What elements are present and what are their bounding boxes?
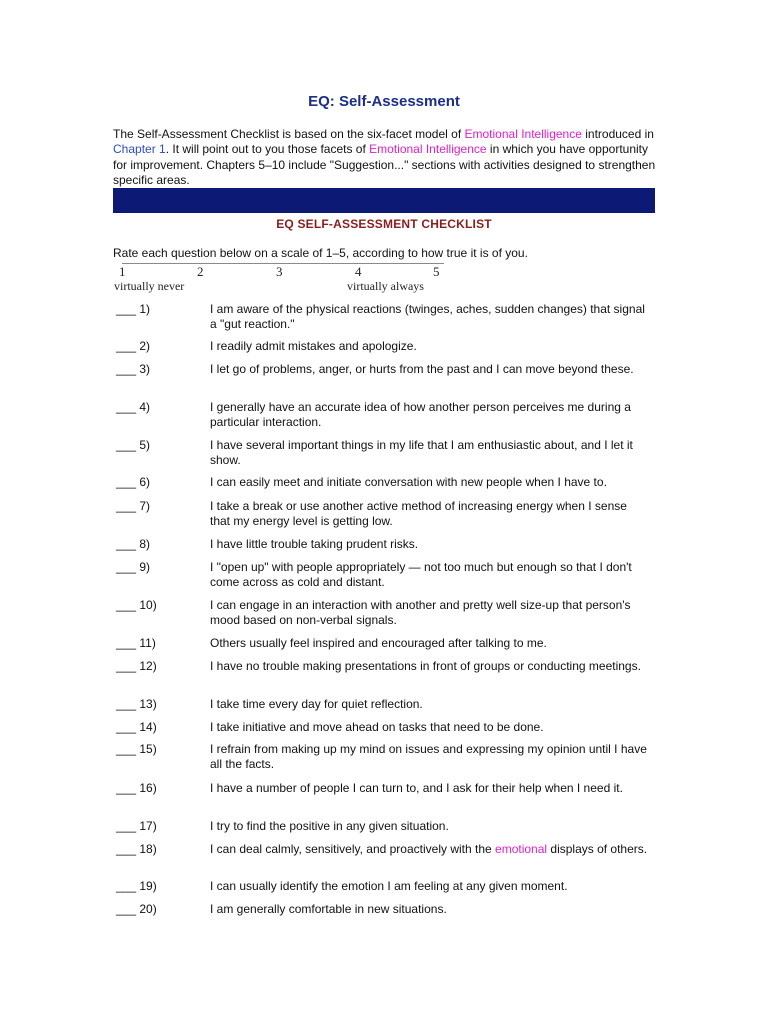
answer-blank[interactable]: ___ 9) bbox=[116, 560, 151, 574]
answer-blank[interactable]: ___ 4) bbox=[116, 400, 151, 414]
question-text bbox=[210, 659, 650, 674]
question-text bbox=[210, 339, 650, 354]
question-text bbox=[210, 842, 650, 857]
question-text-main: I can deal calmly, sensitively, and proactively with the bbox=[210, 842, 496, 856]
question-text bbox=[210, 438, 650, 468]
question-text bbox=[210, 636, 650, 651]
scale-number-4: 4 bbox=[355, 264, 362, 279]
answer-blank[interactable]: ___ 17) bbox=[116, 819, 157, 833]
question-text bbox=[210, 781, 650, 796]
header-banner bbox=[113, 188, 655, 213]
question-text-main: I have several important things in my life that I am enthusiastic about, and I let it show. bbox=[210, 438, 633, 468]
question-text-main: I let go of problems, anger, or hurts from the past and I can move beyond these. bbox=[210, 362, 634, 376]
intro-text-2: introduced in bbox=[581, 127, 654, 141]
answer-blank[interactable]: ___ 20) bbox=[116, 902, 157, 916]
intro-paragraph bbox=[113, 127, 658, 188]
scale-number-1: 1 bbox=[119, 264, 126, 279]
intro-text-3: . It will point out to you those facets of bbox=[165, 142, 370, 157]
emotional-intelligence-link-2[interactable]: Emotional Intelligence bbox=[369, 142, 487, 157]
answer-blank[interactable]: ___ 19) bbox=[116, 879, 157, 893]
checklist-heading: EQ SELF-ASSESSMENT CHECKLIST bbox=[276, 217, 492, 231]
question-text-main: I take initiative and move ahead on tasks that need to be done. bbox=[210, 720, 544, 734]
question-text bbox=[210, 362, 650, 377]
answer-blank[interactable]: ___ 2) bbox=[116, 339, 151, 353]
answer-blank[interactable]: ___ 12) bbox=[116, 659, 157, 673]
answer-blank[interactable]: ___ 5) bbox=[116, 438, 151, 452]
scale-number-2: 2 bbox=[197, 264, 204, 279]
question-text-main: Others usually feel inspired and encouraged after talking to me. bbox=[210, 636, 547, 650]
question-text-end: displays of others. bbox=[547, 842, 648, 856]
scale-high-label: virtually always bbox=[347, 279, 424, 293]
answer-blank[interactable]: ___ 15) bbox=[116, 742, 157, 756]
question-text bbox=[210, 560, 650, 590]
answer-blank[interactable]: ___ 6) bbox=[116, 475, 151, 489]
scale-low-label: virtually never bbox=[114, 279, 185, 293]
question-text-main: I try to find the positive in any given situation. bbox=[210, 819, 449, 833]
answer-blank[interactable]: ___ 1) bbox=[116, 302, 151, 316]
answer-blank[interactable]: ___ 18) bbox=[116, 842, 157, 856]
question-text bbox=[210, 475, 650, 490]
question-text-main: I generally have an accurate idea of how another person perceives me during a particular interaction. bbox=[210, 400, 631, 430]
question-text bbox=[210, 537, 650, 552]
question-text bbox=[210, 302, 650, 332]
answer-blank[interactable]: ___ 14) bbox=[116, 720, 157, 734]
intro-text-4: in which you have opportunity for improvement. Chapters 5–10 include "Suggestion..." sections with activities designed to strengthen specific areas. bbox=[113, 142, 656, 187]
answer-blank[interactable]: ___ 3) bbox=[116, 362, 151, 376]
question-text-main: I take a break or use another active method of increasing energy when I sense that my energy level is getting low. bbox=[210, 499, 627, 529]
question-text-main: I can usually identify the emotion I am feeling at any given moment. bbox=[210, 879, 568, 893]
question-text bbox=[210, 598, 650, 628]
question-text bbox=[210, 400, 650, 430]
scale-number-3: 3 bbox=[276, 264, 283, 279]
question-text-main: I readily admit mistakes and apologize. bbox=[210, 339, 417, 353]
question-text-main: I have a number of people I can turn to, and I ask for their help when I need it. bbox=[210, 781, 623, 795]
scale-number-5: 5 bbox=[433, 264, 440, 279]
answer-blank[interactable]: ___ 13) bbox=[116, 697, 157, 711]
question-text bbox=[210, 879, 650, 894]
answer-blank[interactable]: ___ 16) bbox=[116, 781, 157, 795]
question-text-main: I "open up" with people appropriately — not too much but enough so that I don't come across as cold and distant. bbox=[210, 560, 632, 590]
answer-blank[interactable]: ___ 8) bbox=[116, 537, 151, 551]
page-title: EQ: Self-Assessment bbox=[308, 93, 460, 110]
question-text bbox=[210, 499, 650, 529]
question-text bbox=[210, 742, 650, 772]
chapter-1-link[interactable]: Chapter 1 bbox=[113, 142, 166, 157]
question-text bbox=[210, 902, 650, 917]
answer-blank[interactable]: ___ 7) bbox=[116, 499, 151, 513]
question-text-main: I take time every day for quiet reflection. bbox=[210, 697, 423, 711]
question-text-main: I have no trouble making presentations in front of groups or conducting meetings. bbox=[210, 659, 641, 673]
emotional-intelligence-link[interactable]: Emotional Intelligence bbox=[464, 127, 582, 141]
emotional-link[interactable]: emotional bbox=[495, 842, 548, 856]
question-text-main: I am generally comfortable in new situations. bbox=[210, 902, 447, 916]
answer-blank[interactable]: ___ 11) bbox=[116, 636, 156, 650]
intro-text-1: The Self-Assessment Checklist is based on the six-facet model of bbox=[113, 127, 465, 141]
question-text-main: I have little trouble taking prudent risks. bbox=[210, 537, 419, 551]
question-text bbox=[210, 819, 650, 834]
question-text-main: I am aware of the physical reactions (twinges, aches, sudden changes) that signal a "gut reaction." bbox=[210, 302, 645, 332]
question-text bbox=[210, 697, 650, 712]
rate-instruction: Rate each question below on a scale of 1–5, according to how true it is of you. bbox=[113, 246, 528, 260]
scale-line bbox=[122, 263, 444, 264]
question-text-main: I can easily meet and initiate conversation with new people when I have to. bbox=[210, 475, 607, 489]
answer-blank[interactable]: ___ 10) bbox=[116, 598, 157, 612]
question-text-main: I can engage in an interaction with another and pretty well size-up that person's mood based on non-verbal signals. bbox=[210, 598, 631, 628]
question-text bbox=[210, 720, 650, 735]
question-text-main: I refrain from making up my mind on issues and expressing my opinion until I have all the facts. bbox=[210, 742, 647, 772]
